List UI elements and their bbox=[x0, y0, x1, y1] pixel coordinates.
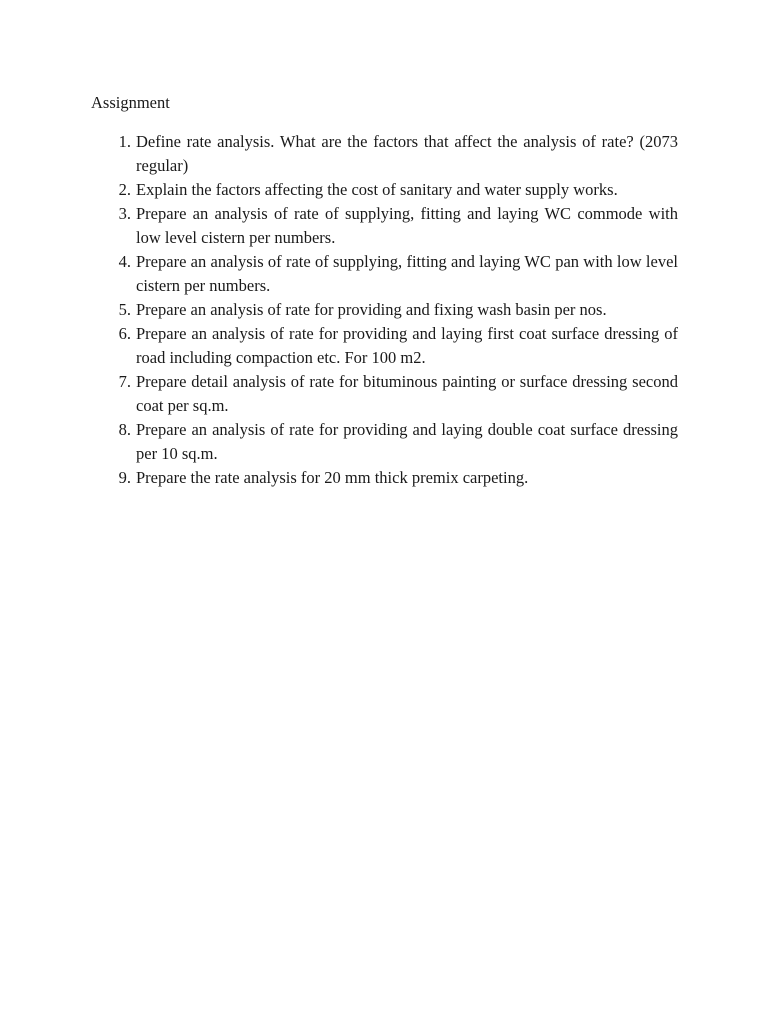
item-number: 5. bbox=[118, 300, 131, 319]
item-text: Prepare an analysis of rate of supplying, fitting and laying WC pan with low level cistern per numbers. bbox=[136, 252, 678, 295]
item-number: 6. bbox=[118, 324, 131, 343]
item-text: Prepare detail analysis of rate for bituminous painting or surface dressing second coat per sq.m. bbox=[136, 372, 678, 415]
item-text: Prepare the rate analysis for 20 mm thick premix carpeting. bbox=[136, 468, 529, 487]
item-number: 4. bbox=[118, 252, 131, 271]
item-text: Prepare an analysis of rate for providing and fixing wash basin per nos. bbox=[136, 300, 607, 319]
list-item bbox=[118, 370, 678, 418]
item-number: 1. bbox=[118, 132, 131, 151]
list-item bbox=[118, 322, 678, 370]
item-text: Define rate analysis. What are the factors that affect the analysis of rate? (2073 regular) bbox=[136, 132, 678, 175]
list-item bbox=[118, 250, 678, 298]
item-text: Prepare an analysis of rate for providing and laying double coat surface dressing per 10 sq.m. bbox=[136, 420, 678, 463]
item-text: Explain the factors affecting the cost of sanitary and water supply works. bbox=[136, 180, 618, 199]
item-number: 2. bbox=[118, 180, 131, 199]
item-number: 9. bbox=[118, 468, 131, 487]
list-item bbox=[118, 178, 678, 202]
document-heading: Assignment bbox=[91, 93, 170, 112]
item-number: 7. bbox=[118, 372, 131, 391]
assignment-list bbox=[118, 130, 678, 490]
list-item bbox=[118, 466, 678, 490]
list-item bbox=[118, 202, 678, 250]
list-item bbox=[118, 298, 678, 322]
item-number: 8. bbox=[118, 420, 131, 439]
item-text: Prepare an analysis of rate for providing and laying first coat surface dressing of road including compaction etc. For 100 m2. bbox=[136, 324, 678, 367]
item-number: 3. bbox=[118, 204, 131, 223]
item-text: Prepare an analysis of rate of supplying, fitting and laying WC commode with low level cistern per numbers. bbox=[136, 204, 678, 247]
list-item bbox=[118, 130, 678, 178]
list-item bbox=[118, 418, 678, 466]
